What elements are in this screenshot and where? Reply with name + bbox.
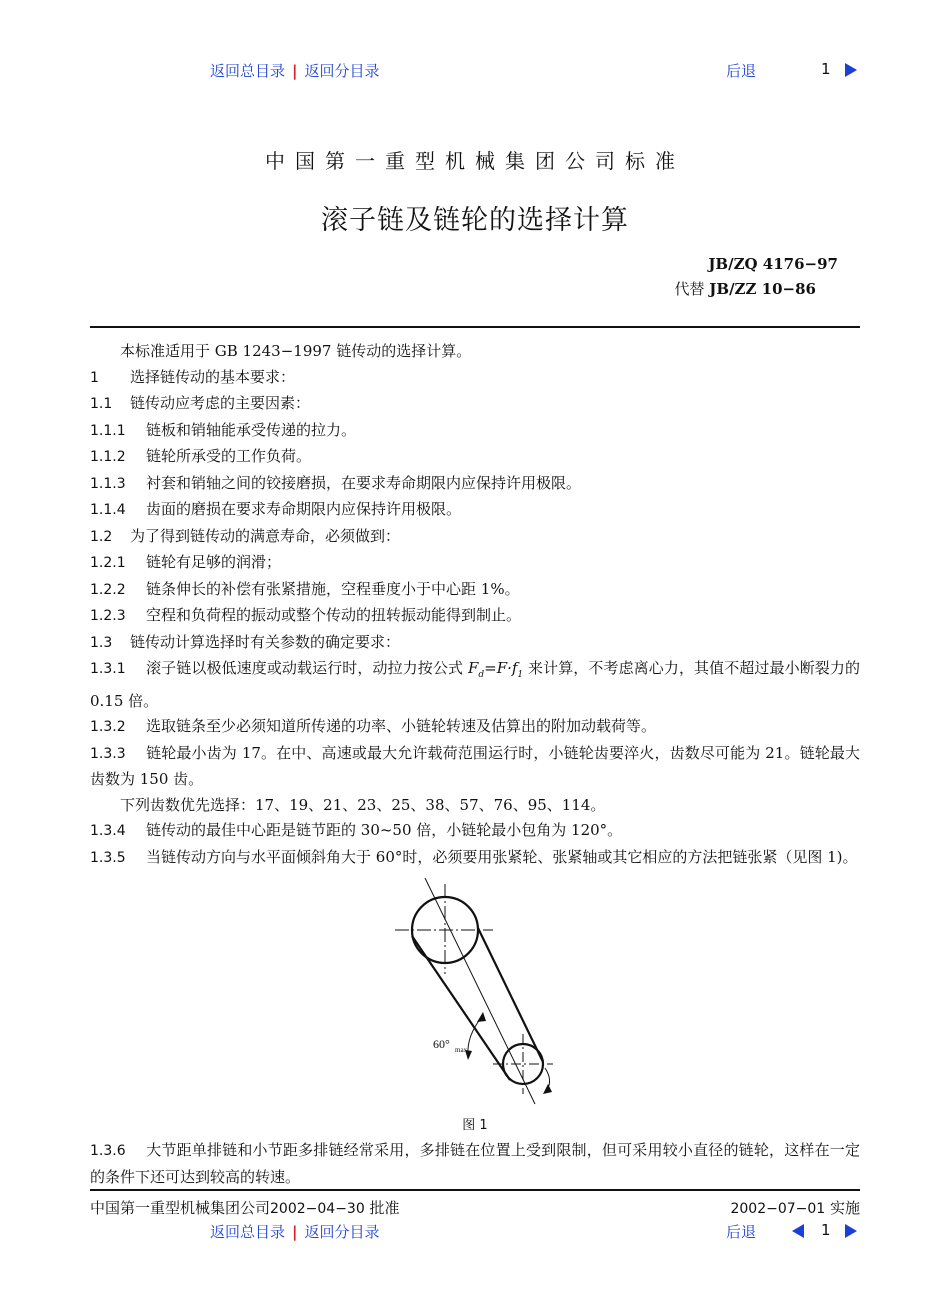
section-item — [90, 524, 860, 551]
clause-text: 链传动计算选择时有关参数的确定要求： — [130, 632, 401, 651]
clause-number: 1.3.2 — [90, 719, 126, 735]
rotation-arrowhead — [543, 1084, 552, 1094]
clause-number: 1 — [90, 369, 99, 386]
clause-text: 链传动的最佳中心距是链节距的 30~50 倍，小链轮最小包角为 120°。 — [146, 821, 623, 839]
section-item — [90, 497, 860, 524]
clause-text: 当链传动方向与水平面倾斜角大于 60°时，必须要用张紧轮、张紧轴或其它相应的方法把链张紧（见图 1)。 — [146, 847, 858, 866]
clause-number: 1.3.4 — [90, 823, 126, 839]
chain-drive-diagram — [385, 876, 565, 1112]
section-item — [90, 391, 860, 418]
clause-1-3-2 — [90, 714, 860, 741]
clause-number: 1.3.3 — [90, 745, 126, 762]
section-toc-link[interactable]: 返回分目录 — [304, 1223, 380, 1241]
clause-number: 1.2 — [90, 528, 113, 545]
clause-1-3-1 — [90, 656, 860, 714]
top-navigation — [0, 60, 950, 84]
clause-1-3-6 — [90, 1138, 860, 1190]
clause-number: 1.2.2 — [90, 581, 126, 598]
clause-text: 链传动应考虑的主要因素： — [130, 394, 311, 412]
next-page-arrow-icon[interactable] — [845, 63, 857, 77]
page-number: 1 — [821, 1221, 831, 1239]
clause-1-3-5 — [90, 845, 860, 872]
figure-caption: 图 1 — [462, 1118, 488, 1133]
document-title: 滚子链及链轮的选择计算 — [321, 205, 629, 236]
clause-number: 1.3.6 — [90, 1143, 126, 1159]
clause-number: 1.3.5 — [90, 849, 126, 866]
replaces-code: JB/ZZ 10−86 — [709, 280, 816, 298]
clause-text: 链条伸长的补偿有张紧措施，空程垂度小于中心距 1%。 — [146, 579, 520, 598]
section-toc-link[interactable]: 返回分目录 — [304, 62, 380, 80]
footer-divider — [90, 1189, 860, 1191]
clause-text: 链轮最小齿为 17。在中、高速或最大允许载荷范围运行时，小链轮齿要淬火，齿数尽可能为 21。链轮最大齿数为 150 齿。 — [90, 743, 860, 788]
clause-1-3-3 — [90, 741, 860, 793]
clause-number: 1.1.2 — [90, 449, 126, 465]
toc-links — [210, 60, 380, 81]
section-item — [90, 630, 860, 657]
clause-1-3-4 — [90, 818, 860, 845]
angle-arrowhead-top — [477, 1012, 486, 1022]
section-item — [90, 603, 860, 630]
clause-number: 1.1.1 — [90, 422, 126, 439]
clause-number: 1.2.3 — [90, 608, 126, 624]
approval-word: 批准 — [369, 1199, 400, 1217]
header-divider — [90, 326, 860, 328]
clause-number: 1.3 — [90, 634, 113, 651]
intro-paragraph: 本标准适用于 GB 1243−1997 链传动的选择计算。 — [120, 342, 472, 360]
back-link[interactable]: 后退 — [726, 62, 757, 80]
nav-separator: | — [292, 1223, 298, 1241]
implementation-word: 实施 — [829, 1199, 860, 1217]
clause-number: 1.2.1 — [90, 555, 126, 571]
nav-separator: | — [292, 62, 298, 80]
replaces-label: 代替 — [674, 280, 705, 298]
document-body — [90, 339, 860, 1190]
clause-text: 齿面的磨损在要求寿命期限内应保持许用极限。 — [146, 500, 462, 518]
approval-date: 2002−04−30 — [270, 1201, 365, 1217]
section-item — [90, 444, 860, 471]
clause-text: 链板和销轴能承受传递的拉力。 — [146, 420, 357, 439]
toc-links — [210, 1221, 380, 1242]
clause-text: 选取链条至少必须知道所传递的功率、小链轮转速及估算出的附加动载荷等。 — [146, 717, 657, 735]
section-item — [90, 418, 860, 445]
next-page-arrow-icon[interactable] — [845, 1224, 857, 1238]
back-link[interactable]: 后退 — [726, 1223, 757, 1241]
organization-standard-heading: 中国第一重型机械集团公司标准 — [265, 149, 685, 173]
chain-right-strand — [478, 928, 543, 1062]
clause-text: 衬套和销轴之间的铰接磨损，在要求寿命期限内应保持许用极限。 — [146, 473, 582, 492]
general-toc-link[interactable]: 返回总目录 — [210, 1223, 286, 1241]
section-list — [90, 365, 860, 657]
clause-number: 1.1 — [90, 396, 113, 412]
clause-number: 1.1.3 — [90, 475, 126, 492]
clause-text: 链轮有足够的润滑； — [146, 553, 282, 571]
page-number: 1 — [821, 60, 831, 78]
replaces-line — [675, 278, 817, 299]
formula: $F_d=F\cdot f_1$ — [467, 659, 524, 680]
previous-page-arrow-icon[interactable] — [792, 1224, 804, 1238]
angle-label: 60° — [433, 1037, 450, 1051]
implementation-line — [730, 1197, 860, 1218]
figure-1 — [90, 876, 860, 1114]
implementation-date: 2002−07−01 — [730, 1201, 826, 1217]
angle-label-sub: max — [455, 1046, 468, 1054]
bottom-navigation — [0, 1221, 950, 1245]
section-item — [90, 471, 860, 498]
preferred-teeth-paragraph: 下列齿数优先选择：17、19、21、23、25、38、57、76、95、114。 — [120, 795, 606, 814]
clause-text-cont: 来计算，不考虑离心力，其值不超过最小断裂力的 0.15 倍。 — [90, 659, 860, 710]
section-item — [90, 365, 860, 392]
approval-line — [90, 1197, 400, 1218]
chain-center-line — [425, 878, 535, 1104]
approval-org: 中国第一重型机械集团公司 — [90, 1199, 271, 1217]
section-item — [90, 577, 860, 604]
standard-code: JB/ZQ 4176−97 — [708, 255, 838, 273]
clause-text: 大节距单排链和小节距多排链经常采用，多排链在位置上受到限制，但可采用较小直径的链轮，这样在一定的条件下还可达到较高的转速。 — [90, 1141, 860, 1186]
clause-text: 链轮所承受的工作负荷。 — [146, 447, 312, 465]
section-item — [90, 550, 860, 577]
clause-text: 为了得到链传动的满意寿命，必须做到： — [130, 526, 401, 545]
clause-number: 1.3.1 — [90, 661, 126, 677]
clause-number: 1.1.4 — [90, 502, 126, 518]
general-toc-link[interactable]: 返回总目录 — [210, 62, 286, 80]
clause-text: 滚子链以极低速度或动载运行时，动拉力按公式 — [146, 659, 464, 677]
clause-text: 空程和负荷程的振动或整个传动的扭转振动能得到制止。 — [146, 606, 522, 624]
clause-text: 选择链传动的基本要求： — [130, 367, 296, 386]
